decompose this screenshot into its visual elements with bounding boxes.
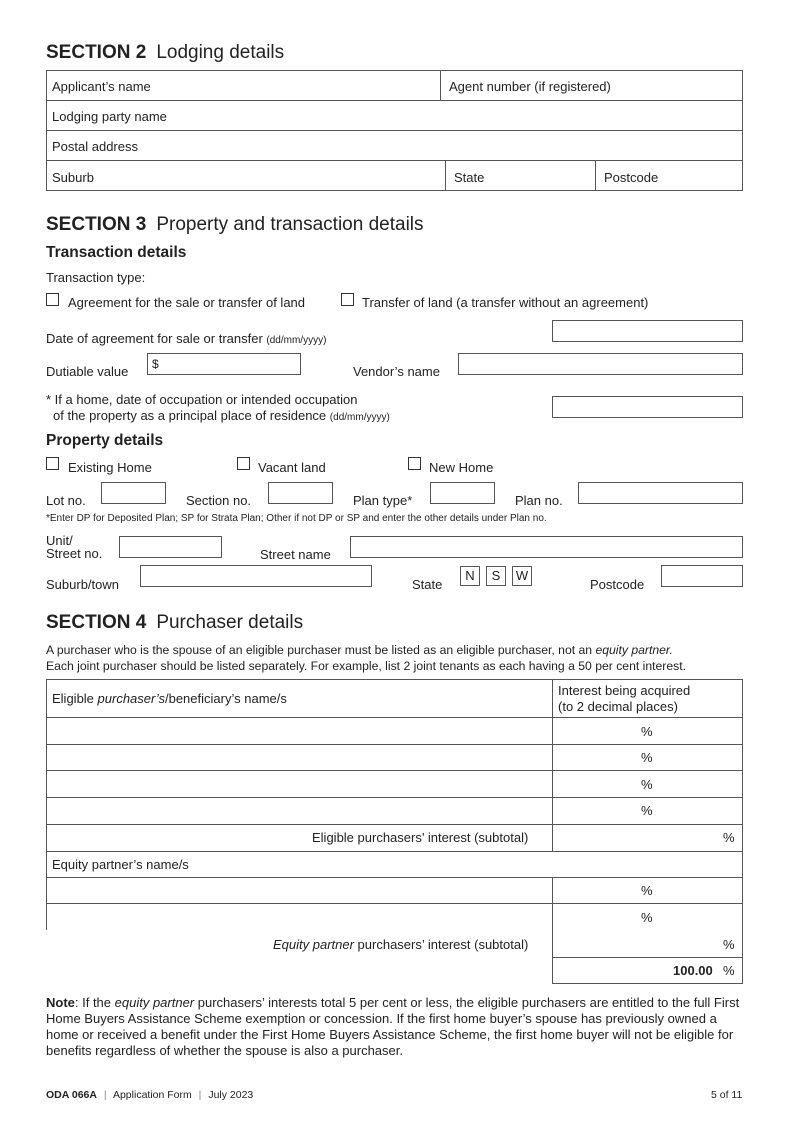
existing-home-label: Existing Home (68, 460, 152, 475)
equity-pct-1[interactable]: % (641, 883, 653, 898)
equity-subtotal-cell[interactable] (552, 929, 743, 958)
footer-separator-2: | (198, 1089, 202, 1101)
property-details-heading: Property details (46, 432, 164, 449)
property-postcode-input[interactable] (661, 565, 743, 587)
occupation-line2: of the property as a principal place of residence (53, 408, 327, 423)
section-no-input[interactable] (268, 482, 333, 504)
transfer-checkbox[interactable] (341, 293, 354, 306)
agreement-label: Agreement for the sale or transfer of land (68, 295, 306, 310)
vendor-name-label: Vendor’s name (353, 364, 440, 379)
note-text-1: : If the (74, 995, 115, 1010)
section3-title: Property and transaction details (156, 214, 424, 235)
property-postcode-label: Postcode (590, 577, 645, 592)
street-name-input[interactable] (350, 536, 743, 558)
footer-code: ODA 066A (46, 1089, 97, 1101)
eligible-subtotal-label: Eligible purchasers’ interest (subtotal) (312, 830, 529, 845)
occupation-line2-label (53, 408, 390, 423)
lodging-party-name-field[interactable]: Lodging party name (52, 109, 167, 124)
section4-heading (46, 612, 303, 634)
dutiable-value-label: Dutiable value (46, 364, 129, 379)
section4-intro (46, 642, 746, 674)
new-home-label: New Home (429, 460, 494, 475)
footer-form: Application Form (112, 1089, 192, 1101)
intro-line1-text: A purchaser who is the spouse of an eligible purchaser must be listed as an eligible purchaser, not an (46, 643, 596, 657)
date-agreement-label (46, 331, 326, 346)
intro-line2: Each joint purchaser should be listed separately. For example, list 2 joint tenants as each having a 50 per cent interest. (46, 659, 686, 673)
interest-header-line1: Interest being acquired (558, 683, 691, 698)
equity-names-label: Equity partner’s name/s (52, 857, 189, 872)
footer-separator-1: | (103, 1089, 107, 1101)
eligible-name-input-3[interactable] (47, 771, 552, 797)
street-no-label: Street no. (46, 546, 103, 561)
street-no-input[interactable] (119, 536, 222, 558)
suburb-field[interactable]: Suburb (52, 170, 94, 185)
date-agreement-text: Date of agreement for sale or transfer (46, 331, 263, 346)
lot-no-input[interactable] (101, 482, 166, 504)
header-em: purchaser’s (97, 691, 165, 706)
total-cell (552, 957, 743, 984)
state-letter-w: W (512, 566, 532, 586)
eligible-names-header (52, 691, 287, 706)
intro-line1-em: equity partner. (595, 643, 673, 657)
plan-no-input[interactable] (578, 482, 743, 504)
section2-number: SECTION 2 (46, 42, 147, 63)
eligible-name-input-4[interactable] (47, 798, 552, 824)
occupation-date-hint: (dd/mm/yyyy) (329, 412, 390, 423)
postcode-field[interactable]: Postcode (604, 170, 659, 185)
eligible-pct-3[interactable]: % (641, 777, 653, 792)
section2-heading (46, 42, 284, 64)
transfer-label: Transfer of land (a transfer without an agreement) (362, 295, 649, 310)
equity-name-input-1[interactable] (47, 878, 552, 903)
existing-home-checkbox[interactable] (46, 457, 59, 470)
state-letter-s: S (486, 566, 506, 586)
footer-left (46, 1089, 253, 1101)
plan-no-label: Plan no. (515, 493, 563, 508)
eligible-pct-2[interactable]: % (641, 750, 653, 765)
eligible-name-input-2[interactable] (47, 745, 552, 770)
state-field[interactable]: State (454, 170, 485, 185)
unit-label: Unit/ (46, 533, 73, 548)
note-paragraph (46, 995, 746, 1059)
plan-note: *Enter DP for Deposited Plan; SP for Strata Plan; Other if not DP or SP and enter the other details under Plan no. (46, 513, 547, 524)
suburb-town-input[interactable] (140, 565, 372, 587)
date-format-hint: (dd/mm/yyyy) (266, 335, 327, 346)
suburb-town-label: Suburb/town (46, 577, 119, 592)
equity-subtotal-em: Equity partner (273, 937, 354, 952)
lot-no-label: Lot no. (46, 493, 86, 508)
unit-street-no-label (46, 534, 102, 560)
eligible-name-input-1[interactable] (47, 718, 552, 744)
equity-subtotal-pct: % (723, 937, 735, 952)
plan-type-input[interactable] (430, 482, 495, 504)
eligible-pct-4[interactable]: % (641, 803, 653, 818)
state-letter-n: N (460, 566, 480, 586)
street-name-label: Street name (260, 547, 331, 562)
total-value: 100.00 (673, 963, 713, 978)
page-number: 5 of 11 (711, 1089, 743, 1101)
dutiable-value-input[interactable] (147, 353, 301, 375)
header-post: /beneficiary’s name/s (164, 691, 287, 706)
property-state-label: State (412, 577, 443, 592)
interest-header (558, 683, 690, 715)
transaction-details-heading: Transaction details (46, 244, 187, 261)
section3-number: SECTION 3 (46, 214, 147, 235)
section2-title: Lodging details (156, 42, 285, 63)
transaction-type-label: Transaction type: (46, 270, 146, 285)
footer-date: July 2023 (208, 1089, 254, 1101)
interest-header-line2: (to 2 decimal places) (558, 699, 678, 714)
occupation-line1: * If a home, date of occupation or intended occupation (46, 392, 358, 407)
eligible-pct-1[interactable]: % (641, 724, 653, 739)
date-agreement-input[interactable] (552, 320, 743, 342)
postal-address-field[interactable]: Postal address (52, 139, 138, 154)
dollar-sign: $ (152, 357, 159, 371)
intro-line1 (46, 642, 746, 658)
plan-type-label: Plan type* (353, 493, 413, 508)
agreement-checkbox[interactable] (46, 293, 59, 306)
total-pct: % (723, 963, 735, 978)
agent-number-field[interactable]: Agent number (if registered) (449, 79, 611, 94)
equity-pct-2[interactable]: % (641, 910, 653, 925)
vacant-land-label: Vacant land (258, 460, 326, 475)
vacant-land-checkbox[interactable] (237, 457, 250, 470)
equity-name-input-2[interactable] (47, 904, 552, 929)
occupation-date-input[interactable] (552, 396, 743, 418)
new-home-checkbox[interactable] (408, 457, 421, 470)
equity-subtotal-label (273, 937, 528, 952)
eligible-subtotal-pct[interactable]: % (723, 830, 735, 845)
section3-heading (46, 214, 424, 236)
section4-number: SECTION 4 (46, 612, 147, 633)
vendor-name-input[interactable] (458, 353, 743, 375)
section-no-label: Section no. (186, 493, 252, 508)
section4-title: Purchaser details (156, 612, 304, 633)
note-text-2: purchasers’ interests total 5 per cent or less, the eligible purchasers are entitled to the full First Home Buyers Assistance Scheme exemption or concession. If the first home buyer’s spouse has previously owned a home or received a benefit under the First Home Buyers Assistance Scheme, the first home buyer will not be eligible for benefits regardless of whether the spouse is also a purchaser. (46, 995, 740, 1058)
note-em: equity partner (114, 995, 195, 1010)
note-label: Note (46, 995, 75, 1010)
applicant-name-field[interactable]: Applicant’s name (52, 79, 151, 94)
equity-subtotal-text: purchasers’ interest (subtotal) (353, 937, 529, 952)
header-pre: Eligible (52, 691, 98, 706)
